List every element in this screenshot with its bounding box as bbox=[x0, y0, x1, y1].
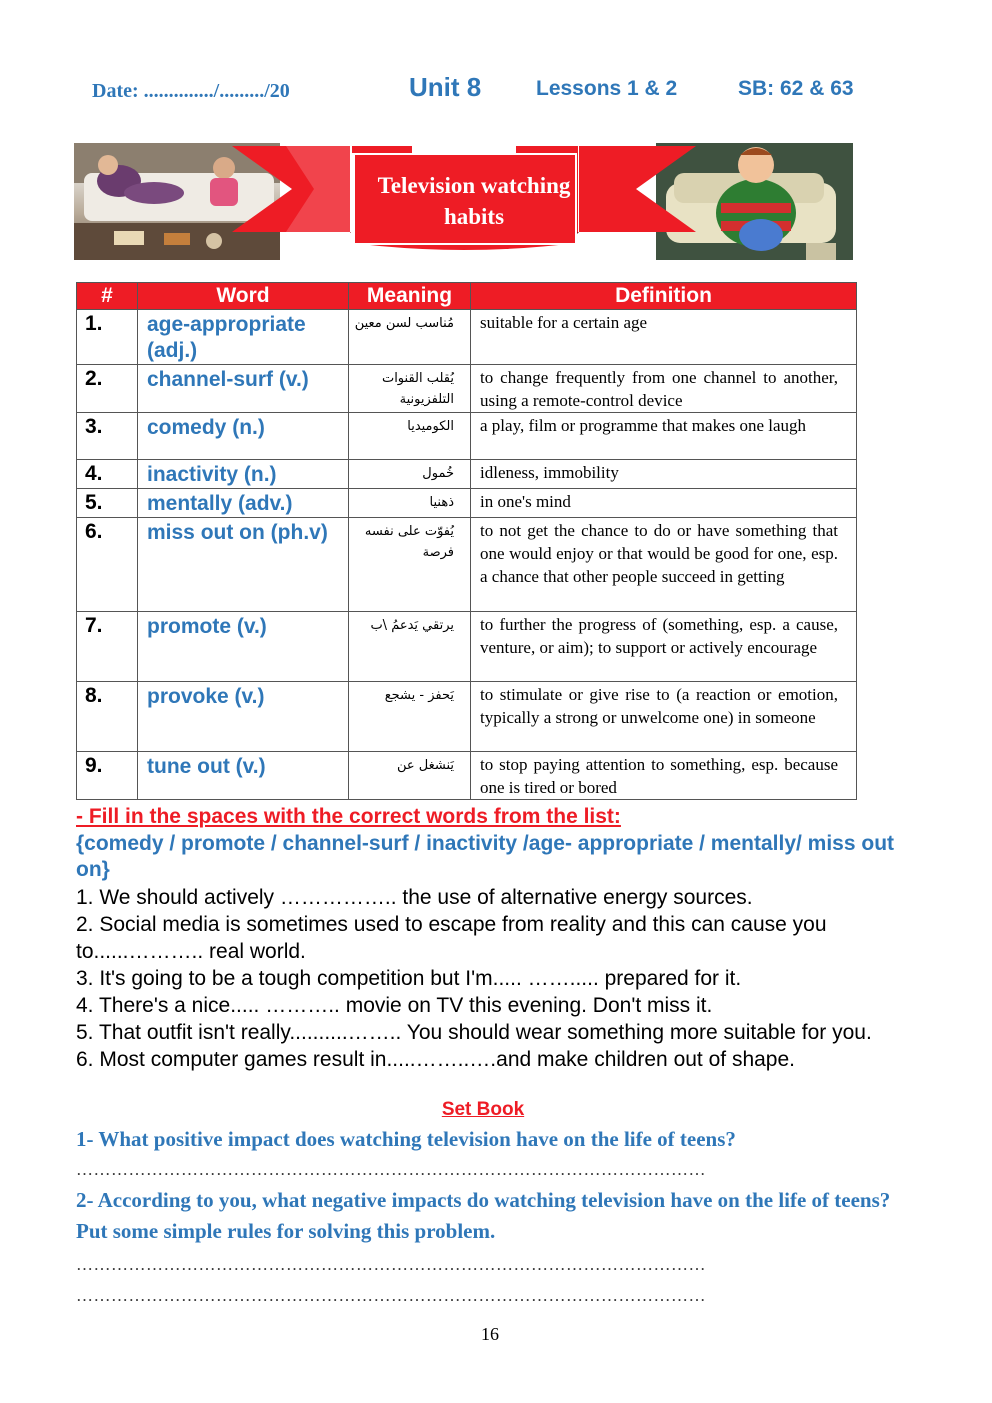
exercise-sentence: 6. Most computer games result in.....……..….and make children out of shape. bbox=[76, 1048, 795, 1071]
table-header-row bbox=[77, 283, 857, 310]
table-row bbox=[77, 365, 857, 413]
table-row bbox=[77, 460, 857, 489]
row-definition: idleness, immobility bbox=[471, 460, 857, 489]
vocabulary-table bbox=[76, 282, 857, 800]
table-row bbox=[77, 489, 857, 518]
banner-title-line2: habits bbox=[443, 204, 505, 229]
lessons-label: Lessons 1 & 2 bbox=[536, 77, 678, 100]
row-word: mentally (adv.) bbox=[138, 489, 349, 518]
row-definition: to further the progress of (something, esp. a cause, venture, or aim); to support or actively encourage bbox=[471, 612, 857, 682]
col-header-meaning: Meaning bbox=[349, 283, 471, 310]
table-row bbox=[77, 413, 857, 460]
row-meaning: ذهنيا bbox=[349, 489, 471, 518]
table-row bbox=[77, 310, 857, 365]
exercise-word-list: {comedy / promote / channel-surf / inactivity /age- appropriate / mentally/ miss out on} bbox=[76, 832, 895, 881]
title-banner bbox=[74, 140, 854, 262]
row-word: provoke (v.) bbox=[138, 682, 349, 752]
exercise-instruction: - Fill in the spaces with the correct words from the list: bbox=[76, 805, 621, 828]
table-row bbox=[77, 612, 857, 682]
row-meaning: يرتقي يَدعمُ \ب bbox=[349, 612, 471, 682]
exercise-sentence: 3. It's going to be a tough competition but I'm..... ……..... prepared for it. bbox=[76, 967, 742, 990]
row-number: 8. bbox=[77, 682, 138, 752]
col-header-word: Word bbox=[138, 283, 349, 310]
exercise-sentence: 5. That outfit isn't really..........…….. You should wear something more suitable for you. bbox=[76, 1021, 872, 1044]
row-definition: to stimulate or give rise to (a reaction or emotion, typically a strong or unwelcome one) in someone bbox=[471, 682, 857, 752]
row-definition: a play, film or programme that makes one laugh bbox=[471, 413, 857, 460]
row-meaning: خُمول bbox=[349, 460, 471, 489]
row-definition: to stop paying attention to something, esp. because one is tired or bored bbox=[471, 752, 857, 800]
answer-line: ……………………………………………………………………………………………… bbox=[76, 1160, 706, 1179]
answer-line: ……………………………………………………………………………………………… bbox=[76, 1286, 706, 1305]
row-number: 6. bbox=[77, 518, 138, 612]
question-1: 1- What positive impact does watching television have on the life of teens? bbox=[76, 1127, 736, 1151]
row-meaning: مُناسب لسن معين bbox=[349, 310, 471, 365]
col-header-definition: Definition bbox=[471, 283, 857, 310]
row-meaning: يَنشغل عن bbox=[349, 752, 471, 800]
page-number: 16 bbox=[481, 1324, 499, 1344]
banner-title-line1: Television watching bbox=[377, 173, 571, 198]
set-book-heading: Set Book bbox=[441, 1099, 525, 1120]
row-definition: to change frequently from one channel to another, using a remote-control device bbox=[471, 365, 857, 413]
exercise-sentence: 2. Social media is sometimes used to escape from reality and this can cause you to......……….. real world. bbox=[76, 913, 827, 963]
row-number: 3. bbox=[77, 413, 138, 460]
row-number: 2. bbox=[77, 365, 138, 413]
banner-title bbox=[356, 170, 592, 232]
row-number: 9. bbox=[77, 752, 138, 800]
row-word: promote (v.) bbox=[138, 612, 349, 682]
row-number: 1. bbox=[77, 310, 138, 365]
row-word: comedy (n.) bbox=[138, 413, 349, 460]
exercise-sentences bbox=[76, 884, 886, 1073]
table-row bbox=[77, 682, 857, 752]
table-row bbox=[77, 752, 857, 800]
answer-line: ……………………………………………………………………………………………… bbox=[76, 1255, 706, 1274]
date-line: Date: ............../........./20 bbox=[92, 80, 290, 102]
row-meaning: الكوميديا bbox=[349, 413, 471, 460]
row-word: miss out on (ph.v) bbox=[138, 518, 349, 612]
question-2: 2- According to you, what negative impacts do watching television have on the life of teens? Put some simple rules for solving this problem. bbox=[76, 1188, 891, 1243]
student-book-pages: SB: 62 & 63 bbox=[738, 77, 854, 100]
row-meaning: يَحفز - يشجع bbox=[349, 682, 471, 752]
row-meaning: يُفوّت على نفسه فرصة bbox=[349, 518, 471, 612]
row-word: tune out (v.) bbox=[138, 752, 349, 800]
row-meaning: يُقلب القنوات التلفزيونية bbox=[349, 365, 471, 413]
row-number: 5. bbox=[77, 489, 138, 518]
col-header-number: # bbox=[77, 283, 138, 310]
exercise-sentence: 4. There's a nice..... ……….. movie on TV this evening. Don't miss it. bbox=[76, 994, 713, 1017]
row-definition: suitable for a certain age bbox=[471, 310, 857, 365]
row-definition: to not get the chance to do or have something that one would enjoy or that would be good for one, esp. a chance that other people succeed in getting bbox=[471, 518, 857, 612]
table-row bbox=[77, 518, 857, 612]
exercise-sentence: 1. We should actively …………….. the use of alternative energy sources. bbox=[76, 886, 753, 909]
page-header bbox=[0, 72, 992, 106]
row-number: 7. bbox=[77, 612, 138, 682]
row-word: age-appropriate (adj.) bbox=[138, 310, 349, 365]
row-word: inactivity (n.) bbox=[138, 460, 349, 489]
unit-title: Unit 8 bbox=[409, 72, 482, 102]
row-definition: in one's mind bbox=[471, 489, 857, 518]
row-word: channel-surf (v.) bbox=[138, 365, 349, 413]
row-number: 4. bbox=[77, 460, 138, 489]
